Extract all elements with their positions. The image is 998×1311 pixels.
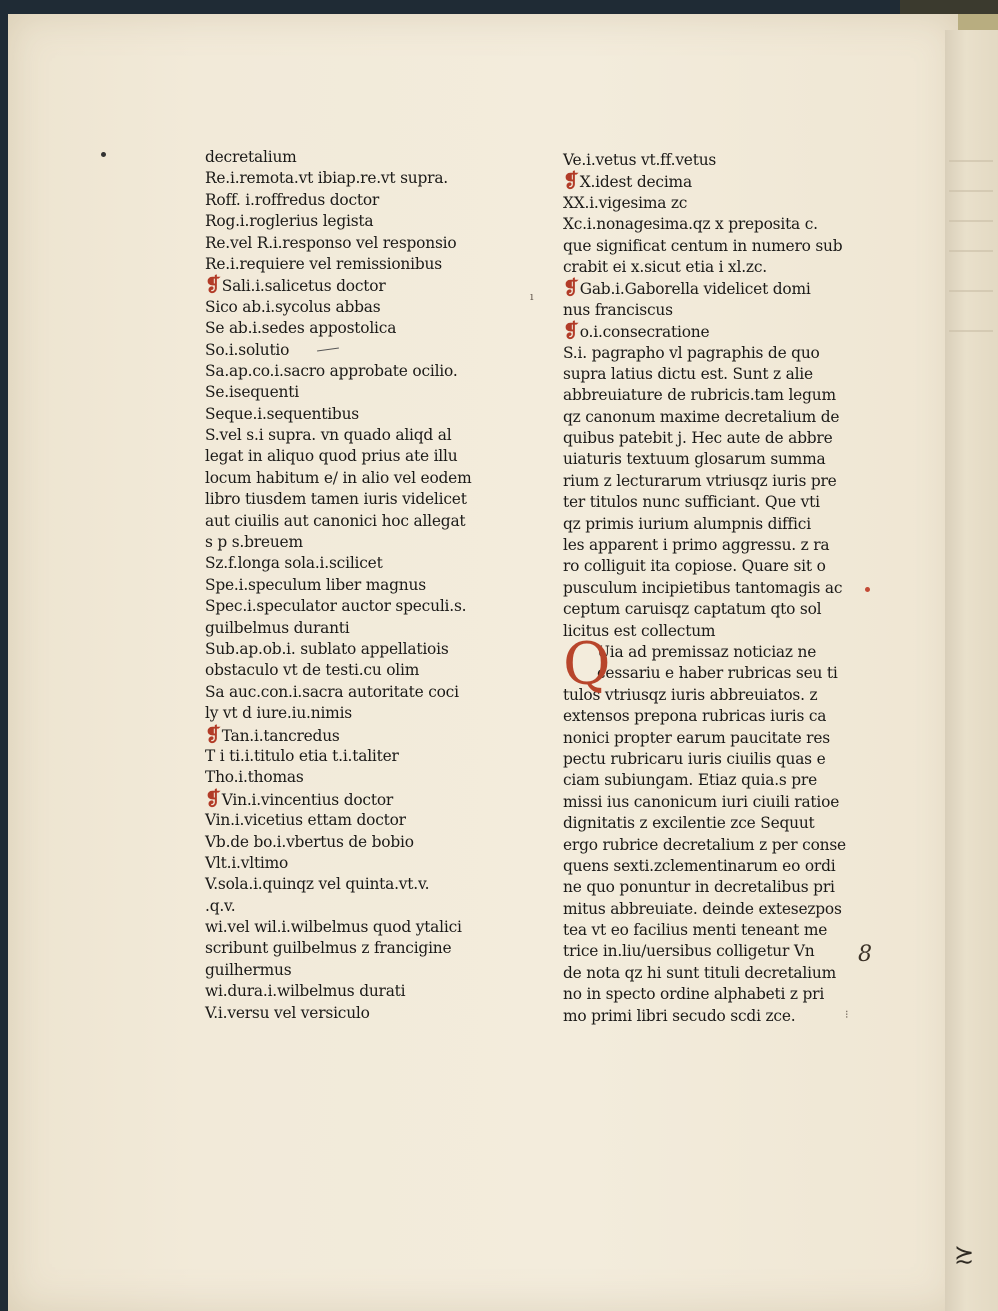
rubric-paragraph-mark: ❡: [205, 723, 221, 746]
text-line: Rog.i.roglerius legista: [205, 212, 374, 231]
text-line: Re.i.remota.vt ibiap.re.vt supra.: [205, 169, 448, 188]
rubric-paragraph-mark: ❡: [563, 277, 579, 300]
text-line: ❡Sali.i.salicetus doctor: [205, 274, 386, 297]
text-line: legat in aliquo quod prius ate illu: [205, 447, 458, 466]
text-line: qz canonum maxime decretalium de: [563, 407, 840, 426]
text-line: Sa auc.con.i.sacra autoritate coci: [205, 682, 459, 701]
rubric-paragraph-mark: ❡: [563, 320, 579, 343]
text-line: ergo rubrice decretalium z per conse: [563, 835, 846, 854]
text-line: supra latius dictu est. Sunt z alie: [563, 364, 813, 383]
text-line: mitus abbreuiate. deinde extesezpos: [563, 899, 842, 918]
text-line: XX.i.vigesima zc: [563, 193, 688, 212]
text-line: Xc.i.nonagesima.qz x preposita c.: [563, 215, 818, 234]
text-line: V.i.versu vel versiculo: [205, 1003, 370, 1022]
text-line: wi.vel wil.i.wilbelmus quod ytalici: [205, 918, 462, 937]
text-line: Seque.i.sequentibus: [205, 404, 359, 423]
text-line: Roff. i.roffredus doctor: [205, 190, 380, 209]
text-line: ❡Gab.i.Gaborella videlicet domi: [563, 277, 811, 300]
next-page-edge: [945, 30, 998, 1311]
gutter-mark: ı: [530, 290, 534, 303]
text-line: ❡Tan.i.tancredus: [205, 723, 340, 746]
text-line: locum habitum e/ in alio vel eodem: [205, 468, 472, 487]
text-line: guilbelmus duranti: [205, 618, 350, 637]
text-line: rium z lecturarum vtriusqz iuris pre: [563, 471, 837, 490]
text-line: Se ab.i.sedes appostolica: [205, 319, 397, 338]
text-line: libro tiusdem tamen iuris videlicet: [205, 490, 467, 509]
text-line: ly vt d iure.iu.nimis: [205, 704, 352, 723]
text-line: Tho.i.thomas: [205, 768, 304, 787]
corner-stain: ≿: [954, 1240, 975, 1268]
text-line: quens sexti.zclementinarum eo ordi: [563, 856, 836, 875]
text-line: Spec.i.speculator auctor speculi.s.: [205, 597, 467, 616]
text-line: Spe.i.speculum liber magnus: [205, 575, 426, 594]
text-line: Sub.ap.ob.i. sublato appellatiois: [205, 639, 449, 658]
text-line: pusculum incipietibus tantomagis ac: [563, 578, 843, 597]
text-line: tea vt eo facilius menti teneant me: [563, 921, 828, 940]
text-line: crabit ei x.sicut etia i xl.zc.: [563, 257, 767, 276]
text-line: que significat centum in numero sub: [563, 236, 843, 255]
text-line: quibus patebit j. Hec aute de abbre: [563, 429, 833, 448]
margin-note: 8: [858, 942, 872, 967]
text-line: S.vel s.i supra. vn quado aliqd al: [205, 426, 452, 445]
text-line: Re.i.requiere vel remissionibus: [205, 254, 442, 273]
text-line: decretalium: [205, 148, 297, 166]
text-line: pectu rubricaru iuris ciuilis quas e: [563, 749, 826, 768]
text-line: Sz.f.longa sola.i.scilicet: [205, 554, 383, 573]
text-line: licitus est collectum: [563, 621, 716, 640]
text-line: S.i. pagrapho vl pagraphis de quo: [563, 343, 820, 362]
text-line: ceptum caruisqz captatum qto sol: [563, 600, 822, 619]
text-line: Sico ab.i.sycolus abbas: [205, 297, 381, 316]
text-line: Vlt.i.vltimo: [205, 853, 289, 872]
text-line: trice in.liu/uersibus colligetur Vn: [563, 942, 815, 961]
text-line: scribunt guilbelmus z francigine: [205, 939, 452, 958]
text-line: V.sola.i.quinqz vel quinta.vt.v.: [205, 875, 430, 894]
ink-dot: [101, 152, 106, 157]
rubric-paragraph-mark: ❡: [205, 274, 221, 297]
text-line: ro colliguit ita copiose. Quare sit o: [563, 557, 826, 576]
text-line: Ve.i.vetus vt.ff.vetus: [563, 151, 717, 169]
text-line: missi ius canonicum iuri ciuili ratioe: [563, 792, 840, 811]
text-line: Uia ad premissaz noticiaz ne: [597, 642, 817, 661]
text-line: no in specto ordine alphabeti z pri: [563, 985, 825, 1004]
text-line: ❡o.i.consecratione: [563, 320, 710, 343]
left-text-column: [205, 147, 505, 1024]
text-line: .q.v.: [205, 896, 236, 915]
red-margin-dot: [865, 587, 870, 592]
text-line: de nota qz hi sunt tituli decretalium: [563, 963, 836, 982]
text-line: wi.dura.i.wilbelmus durati: [205, 982, 406, 1001]
text-line: Vin.i.vicetius ettam doctor: [205, 811, 406, 830]
text-line: s p s.breuem: [205, 533, 303, 552]
text-line: uiaturis textuum glosarum summa: [563, 450, 826, 469]
text-line: les apparent i primo aggressu. z ra: [563, 536, 830, 555]
text-line: obstaculo vt de testi.cu olim: [205, 661, 420, 680]
text-line: Se.isequenti: [205, 383, 299, 402]
text-line: nus franciscus: [563, 300, 673, 319]
rubricated-initial: Q: [563, 630, 611, 698]
small-margin-mark: ⁝: [845, 1008, 849, 1021]
text-line: T i ti.i.titulo etia t.i.taliter: [205, 746, 399, 765]
text-line: extensos prepona rubricas iuris ca: [563, 707, 827, 726]
text-line: ❡Vin.i.vincentius doctor: [205, 787, 394, 810]
text-line: ❡X.idest decima: [563, 170, 692, 193]
text-line: guilhermus: [205, 960, 292, 979]
text-line: ne quo ponuntur in decretalibus pri: [563, 878, 835, 897]
text-line: Sa.ap.co.i.sacro approbate ocilio.: [205, 361, 458, 380]
text-line: Re.vel R.i.responso vel responsio: [205, 233, 457, 252]
text-line: cessariu e haber rubricas seu ti: [597, 664, 838, 683]
text-line: ter titulos nunc sufficiant. Que vti: [563, 493, 820, 512]
right-text-column: [563, 150, 853, 1027]
text-line: qz primis iurium alumpnis diffici: [563, 514, 811, 533]
text-line: So.i.solutio: [205, 340, 290, 359]
rubric-paragraph-mark: ❡: [205, 787, 221, 810]
text-line: tulos vtriusqz iuris abbreuiatos. z: [563, 685, 818, 704]
text-line: ciam subiungam. Etiaz quia.s pre: [563, 771, 818, 790]
rubric-paragraph-mark: ❡: [563, 170, 579, 193]
text-line: abbreuiature de rubricis.tam legum: [563, 386, 836, 405]
text-line: aut ciuilis aut canonici hoc allegat: [205, 511, 466, 530]
text-line: Vb.de bo.i.vbertus de bobio: [205, 832, 414, 851]
text-line: nonici propter earum paucitate res: [563, 728, 830, 747]
text-line: mo primi libri secudo scdi zce.: [563, 1006, 796, 1025]
text-line: dignitatis z excilentie zce Sequut: [563, 814, 815, 833]
